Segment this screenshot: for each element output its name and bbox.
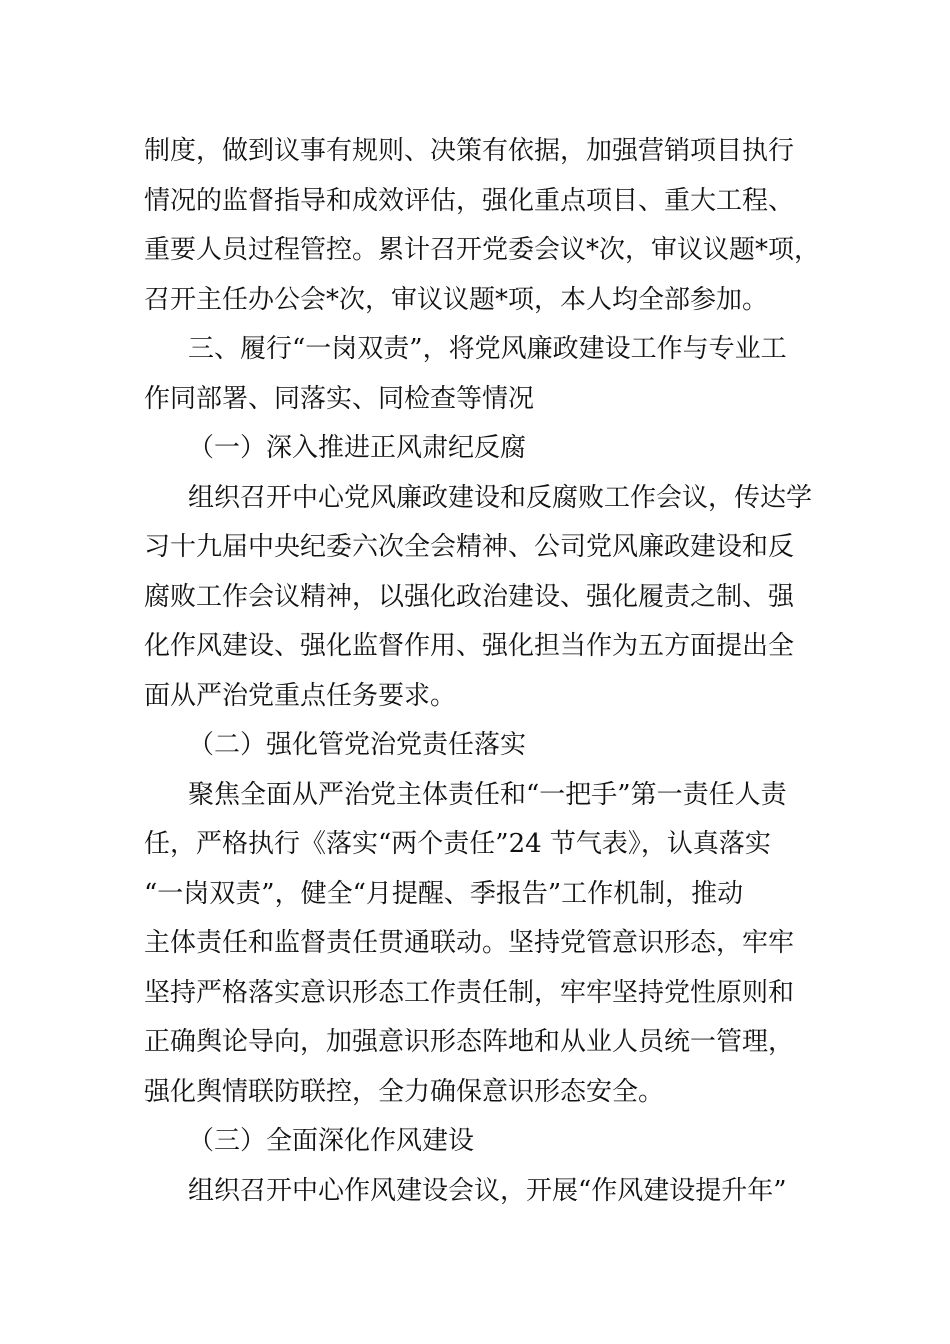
text-line: 聚焦全面从严治党主体责任和“一把手”第一责任人责 [188, 779, 787, 810]
document-body [144, 127, 821, 1216]
text-line: 情况的监督指导和成效评估，强化重点项目、重大工程、 [144, 185, 795, 216]
text-line: 组织召开中心党风廉政建设和反腐败工作会议，传达学 [188, 482, 813, 513]
text-line: 腐败工作会议精神，以强化政治建设、强化履责之制、强 [144, 581, 795, 612]
text-line: 任，严格执行《落实“两个责任”24 节气表》，认真落实 [144, 829, 771, 859]
text-line: “一岗双责”，健全“月提醒、季报告”工作机制，推动 [144, 878, 744, 909]
text-line: 召开主任办公会*次，审议议题*项，本人均全部参加。 [144, 284, 769, 315]
text-line: 主体责任和监督责任贯通联动。坚持党管意识形态，牢牢 [144, 928, 795, 958]
text-line: 面从严治党重点任务要求。 [144, 680, 457, 711]
text-line: 强化舆情联防联控，全力确保意识形态安全。 [144, 1076, 665, 1107]
subsection-heading: （二）强化管党治党责任落实 [188, 730, 527, 760]
section-heading: 三、履行“一岗双责”，将党风廉政建设工作与专业工 [188, 334, 787, 364]
text-line: 组织召开中心作风建设会议，开展“作风建设提升年” [188, 1175, 787, 1206]
text-line: 制度，做到议事有规则、决策有依据，加强营销项目执行 [144, 136, 795, 166]
section-heading-continued: 作同部署、同落实、同检查等情况 [144, 383, 535, 414]
subsection-heading: （一）深入推进正风肃纪反腐 [188, 433, 527, 463]
text-line: 正确舆论导向，加强意识形态阵地和从业人员统一管理， [144, 1027, 795, 1057]
text-line: 重要人员过程管控。累计召开党委会议*次，审议议题*项， [144, 235, 821, 265]
text-line: 坚持严格落实意识形态工作责任制，牢牢坚持党性原则和 [144, 977, 795, 1008]
text-line: 化作风建设、强化监督作用、强化担当作为五方面提出全 [144, 631, 795, 661]
text-line: 习十九届中央纪委六次全会精神、公司党风廉政建设和反 [144, 532, 795, 562]
subsection-heading: （三）全面深化作风建设 [188, 1126, 475, 1156]
